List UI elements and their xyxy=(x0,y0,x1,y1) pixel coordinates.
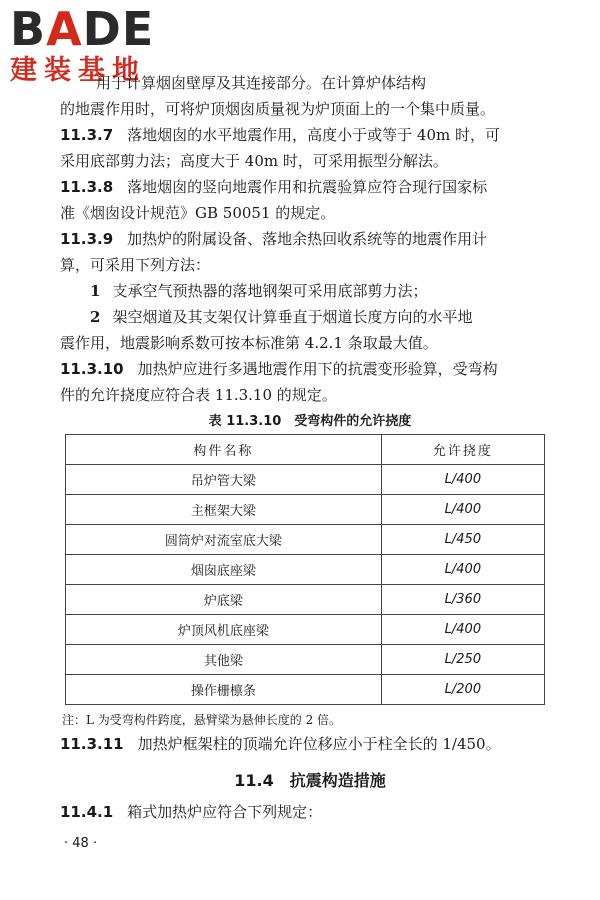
deflection-cell: L/400 xyxy=(381,495,544,525)
document-page xyxy=(60,70,560,825)
member-cell: 圆筒炉对流室底大梁 xyxy=(66,525,382,555)
deflection-table xyxy=(65,434,545,705)
table-row xyxy=(66,465,545,495)
column-header-member: 构件名称 xyxy=(66,435,382,465)
member-cell: 炉底梁 xyxy=(66,585,382,615)
clause-11-3-11: 11.3.11 加热炉框架柱的顶端允许位移应小于柱全长的 1/450。 xyxy=(60,735,501,753)
table-row xyxy=(66,645,545,675)
clause-11-3-7: 11.3.7 落地烟囱的水平地震作用，高度小于或等于 40m 时，可 xyxy=(60,126,501,144)
clause-text-line: 件的允许挠度应符合表 11.3.10 的规定。 xyxy=(60,386,337,404)
table-row xyxy=(66,555,545,585)
table-row xyxy=(66,615,545,645)
deflection-cell: L/360 xyxy=(381,585,544,615)
logo-chinese-text: 建装基地 xyxy=(10,55,146,86)
deflection-cell: L/250 xyxy=(381,645,544,675)
table-caption: 表 11.3.10 受弯构件的允许挠度 xyxy=(208,414,412,429)
table-note: 注：L 为受弯构件跨度，悬臂梁为悬伸长度的 2 倍。 xyxy=(62,713,342,727)
page-number: · 48 · xyxy=(64,836,98,851)
list-item: 1 支承空气预热器的落地钢架可采用底部剪力法； xyxy=(90,282,428,300)
column-header-deflection: 允许挠度 xyxy=(381,435,544,465)
table-row xyxy=(66,495,545,525)
table-row xyxy=(66,675,545,705)
deflection-cell: L/400 xyxy=(381,555,544,585)
clause-text-line: 采用底部剪力法；高度大于 40m 时，可采用振型分解法。 xyxy=(60,152,448,170)
deflection-cell: L/400 xyxy=(381,465,544,495)
clause-11-3-8: 11.3.8 落地烟囱的竖向地震作用和抗震验算应符合现行国家标 xyxy=(60,178,488,196)
table-header-row xyxy=(66,435,545,465)
member-cell: 吊炉管大梁 xyxy=(66,465,382,495)
clause-text-line: 算，可采用下列方法： xyxy=(60,256,211,274)
table-row xyxy=(66,585,545,615)
member-cell: 炉顶风机底座梁 xyxy=(66,615,382,645)
deflection-cell: L/200 xyxy=(381,675,544,705)
clause-text-line: 准《烟囱设计规范》GB 50051 的规定。 xyxy=(60,204,336,222)
logo-wordmark: BADE xyxy=(10,2,155,56)
section-heading: 11.4 抗震构造措施 xyxy=(234,771,386,790)
continued-text-line: 用于计算烟囱壁厚及其连接部分。在计算炉体结构 xyxy=(96,74,427,92)
deflection-cell: L/450 xyxy=(381,525,544,555)
clause-11-3-10: 11.3.10 加热炉应进行多遇地震作用下的抗震变形验算，受弯构 xyxy=(60,360,498,378)
deflection-cell: L/400 xyxy=(381,615,544,645)
member-cell: 主框架大梁 xyxy=(66,495,382,525)
list-item-text-line: 震作用，地震影响系数可按本标准第 4.2.1 条取最大值。 xyxy=(60,334,438,352)
table-row xyxy=(66,525,545,555)
member-cell: 其他梁 xyxy=(66,645,382,675)
member-cell: 烟囱底座梁 xyxy=(66,555,382,585)
list-item: 2 架空烟道及其支架仅计算垂直于烟道长度方向的水平地 xyxy=(90,308,473,326)
continued-text-line: 的地震作用时，可将炉顶烟囱质量视为炉顶面上的一个集中质量。 xyxy=(60,100,496,118)
member-cell: 操作栅檩条 xyxy=(66,675,382,705)
clause-11-4-1: 11.4.1 箱式加热炉应符合下列规定： xyxy=(60,803,323,821)
clause-11-3-9: 11.3.9 加热炉的附属设备、落地余热回收系统等的地震作用计 xyxy=(60,230,488,248)
